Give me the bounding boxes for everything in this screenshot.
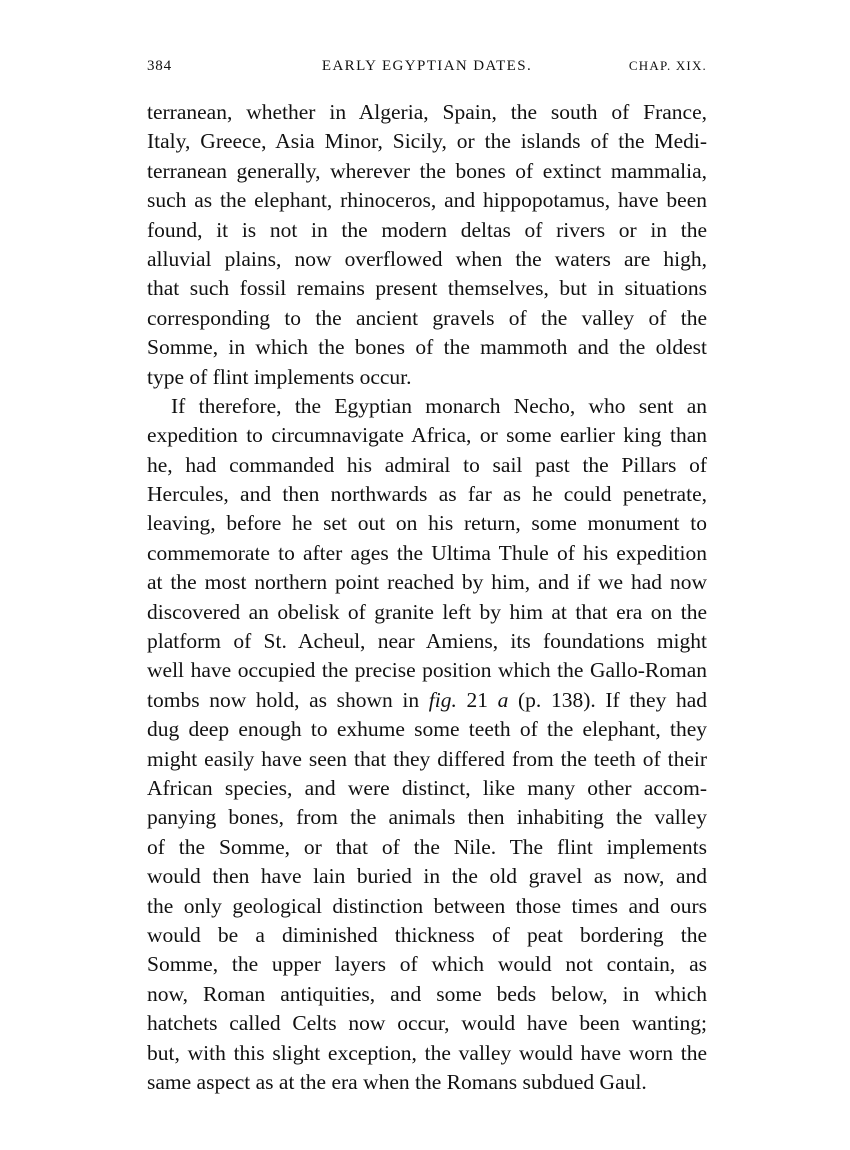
text-line: found, it is not in the modern deltas of rivers or in the xyxy=(147,217,707,242)
text-line: but, with this slight exception, the valley would have worn the xyxy=(147,1040,707,1065)
text-line: now, Roman antiquities, and some beds below, in which xyxy=(147,981,707,1006)
text-line: If therefore, the Egyptian monarch Necho, who sent an xyxy=(171,393,707,418)
text-line: well have occupied the precise position which the Gallo-Roman xyxy=(147,658,707,683)
page-number: 384 xyxy=(147,58,172,74)
chapter-title: EARLY EGYPTIAN DATES. xyxy=(321,58,533,74)
text-line: that such fossil remains present themselves, but in situations xyxy=(147,276,707,301)
text-line: commemorate to after ages the Ultima Thule of his expedition xyxy=(147,540,707,565)
text-line: panying bones, from the animals then inhabiting the valley xyxy=(147,805,707,830)
text-line: would then have lain buried in the old gravel as now, and xyxy=(147,864,707,889)
chapter-label: CHAP. XIX. xyxy=(628,58,707,73)
text-line: leaving, before he set out on his return, some monument to xyxy=(147,511,707,536)
text-line: he, had commanded his admiral to sail past the Pillars of xyxy=(147,452,707,477)
text-line: Italy, Greece, Asia Minor, Sicily, or the islands of the Medi- xyxy=(147,129,707,154)
text-line: same aspect as at the era when the Romans subdued Gaul. xyxy=(147,1069,647,1094)
fig-line-before: tombs now hold, as shown in xyxy=(147,687,429,712)
text-line: expedition to circumnavigate Africa, or some earlier king than xyxy=(147,423,707,448)
text-line: hatchets called Celts now occur, would have been wanting; xyxy=(147,1011,707,1036)
text-line: discovered an obelisk of granite left by him at that era on the xyxy=(147,599,707,624)
body-text xyxy=(147,98,707,1097)
text-line: corresponding to the ancient gravels of the valley of the xyxy=(147,305,707,330)
text-line: at the most northern point reached by him, and if we had now xyxy=(147,570,707,595)
running-head xyxy=(147,58,707,82)
text-line: such as the elephant, rhinoceros, and hippopotamus, have been xyxy=(147,188,707,213)
fig-line-middle: 21 xyxy=(456,687,498,712)
text-line: dug deep enough to exhume some teeth of the elephant, they xyxy=(147,717,707,742)
text-line: Hercules, and then northwards as far as he could penetrate, xyxy=(147,482,707,507)
text-line: terranean generally, wherever the bones of extinct mammalia, xyxy=(147,158,707,183)
text-line: African species, and were distinct, like many other accom- xyxy=(147,775,707,800)
text-line: platform of St. Acheul, near Amiens, its foundations might xyxy=(147,629,707,654)
text-line: Somme, in which the bones of the mammoth and the oldest xyxy=(147,335,707,360)
text-line: type of flint implements occur. xyxy=(147,364,412,389)
text-line: terranean, whether in Algeria, Spain, the south of France, xyxy=(147,100,707,124)
fig-letter: a xyxy=(497,687,509,712)
text-line: might easily have seen that they differed from the teeth of their xyxy=(147,746,707,771)
fig-abbrev: fig. xyxy=(428,687,457,712)
fig-line-after: (p. 138). If they had xyxy=(508,687,708,712)
figure-reference-line xyxy=(147,686,707,715)
text-line: of the Somme, or that of the Nile. The flint implements xyxy=(147,834,707,859)
text-line: alluvial plains, now overflowed when the waters are high, xyxy=(147,246,707,271)
text-line: the only geological distinction between those times and ours xyxy=(147,893,707,918)
text-line: Somme, the upper layers of which would not contain, as xyxy=(147,952,707,977)
text-line: would be a diminished thickness of peat bordering the xyxy=(147,922,707,947)
